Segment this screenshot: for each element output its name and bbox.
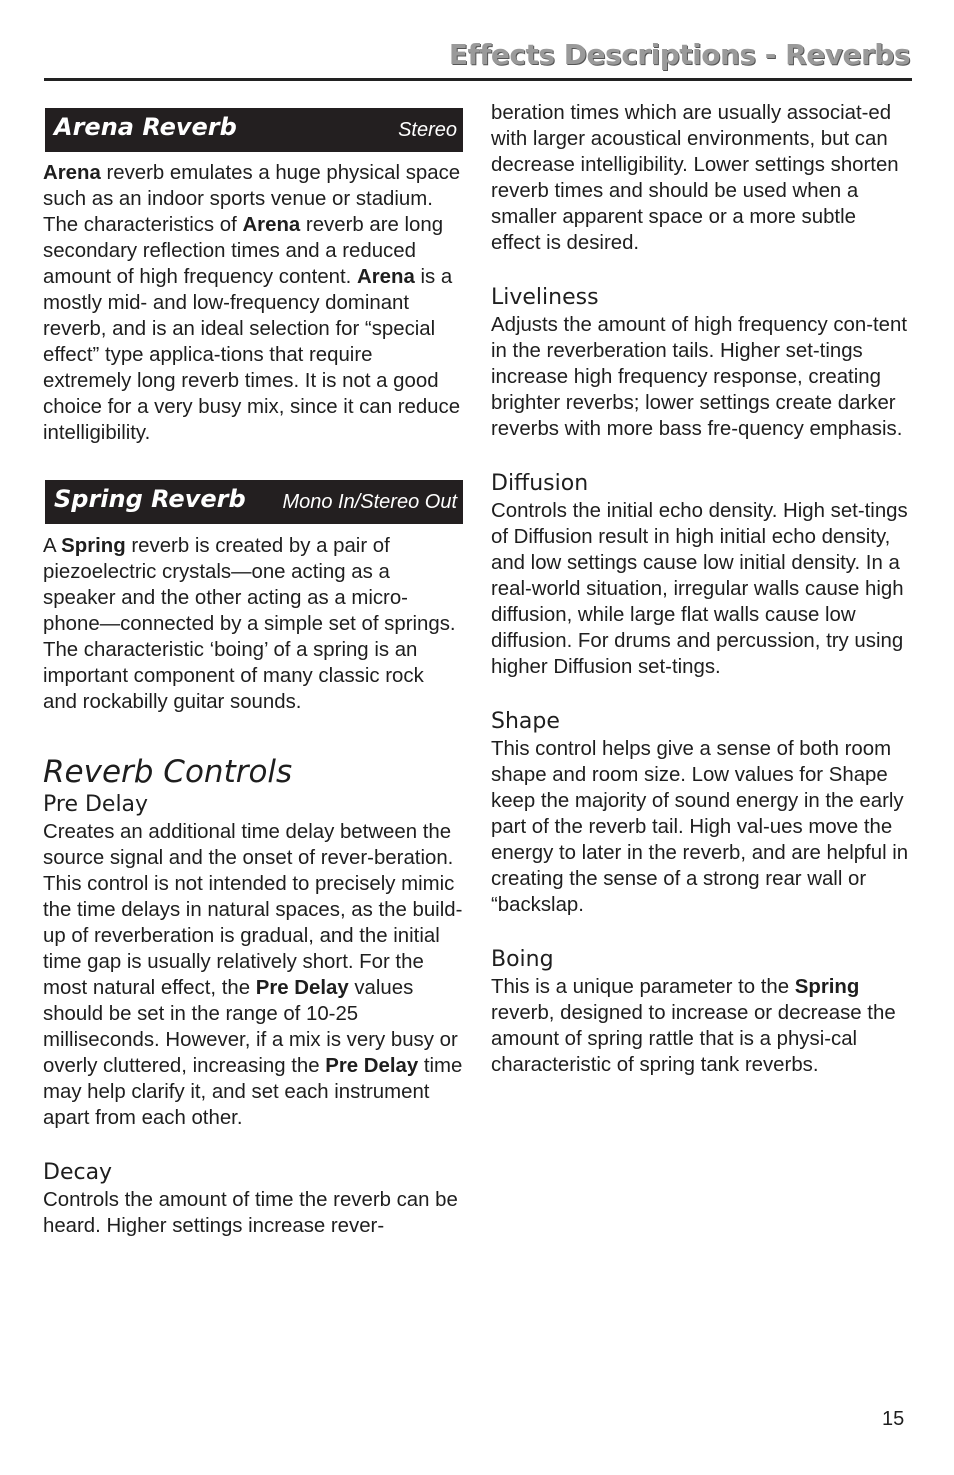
text-run: time may help clarify it, and set each instrument apart from each other. <box>43 1055 463 1129</box>
decay-description-part1: Controls the amount of time the reverb can be heard. Higher settings increase rever- <box>43 1189 458 1237</box>
liveliness-title: Liveliness <box>491 285 599 310</box>
decay-description-part2: beration times which are usually associat-ed with larger acoustical environments, but can decrease intelligibility. Lower settings shorten reverb times and should be used when a smaller apparent space or a more subtle effect is desired. <box>491 102 899 254</box>
diffusion-description: Controls the initial echo density. High set-tings of Diffusion result in high initial echo density, and low settings cause low initial density. In a real-world situation, irregular walls cause high diffusion, while large flat walls cause low diffusion. For drums and percussion, try using higher Diffusion set-tings. <box>491 500 908 678</box>
boing-description <box>491 974 911 1078</box>
text-run: values should be set in the range of 10-25 milliseconds. However, if a mix is very busy or overly cluttered, increasing the <box>43 977 458 1077</box>
page-number: 15 <box>882 1408 905 1430</box>
text-run: Creates an additional time delay between the source signal and the onset of rever-beration. This control is not intended to precisely mimic the time delays in natural spaces, as the build-up of reverberation is gradual, and the initial time gap is usually relatively short. For the most natural effect, the <box>43 821 463 999</box>
page-header <box>44 30 912 81</box>
spring-reverb-header <box>45 480 463 524</box>
arena-reverb-description <box>43 160 463 446</box>
left-column <box>43 100 463 1239</box>
text-run: This is a unique parameter to the <box>491 976 795 998</box>
bold-term: Spring <box>794 976 860 998</box>
page-title: Effects Descriptions - Reverbs <box>448 38 910 71</box>
text-run: A <box>43 535 62 557</box>
decay-title: Decay <box>43 1160 113 1185</box>
shape-description: This control helps give a sense of both room shape and room size. Low values for Shape keep the majority of sound energy in the early part of the reverb tail. High val-ues move the energy to later in the reverb, and are helpful in creating the sense of a strong rear wall or “backslap. <box>491 738 909 916</box>
spring-reverb-type: Mono In/Stereo Out <box>282 491 457 513</box>
bold-term: Spring <box>61 535 126 557</box>
bold-term: Arena <box>43 162 101 184</box>
shape-title: Shape <box>491 709 560 734</box>
text-run: reverb are long secondary reflection times and a reduced amount of high frequency content. <box>43 214 444 288</box>
bold-term: Pre Delay <box>255 977 349 999</box>
spring-reverb-description <box>43 533 463 715</box>
text-run: is a mostly mid- and low-frequency dominant reverb, and is an ideal selection for “special effect” type applica-tions that require extremely long reverb times. It is not a good choice for a very busy mix, since it can reduce intelligibility. <box>43 266 461 444</box>
arena-reverb-type: Stereo <box>398 119 457 141</box>
bold-term: Arena <box>242 214 301 236</box>
spring-reverb-title: Spring Reverb <box>54 485 246 513</box>
right-column <box>491 100 911 1078</box>
liveliness-description: Adjusts the amount of high frequency con-tent in the reverberation tails. Higher set-tings increase high frequency response, creating brighter reverbs; lower settings create darker reverbs with more bass fre-quency emphasis. <box>491 314 907 440</box>
pre-delay-description <box>43 819 463 1131</box>
reverb-controls-heading: Reverb Controls <box>43 754 293 790</box>
arena-reverb-title: Arena Reverb <box>54 113 237 141</box>
bold-term: Pre Delay <box>325 1055 419 1077</box>
arena-reverb-header <box>45 108 463 152</box>
text-run: reverb is created by a pair of piezoelectric crystals—one acting as a speaker and the other acting as a micro-phone—connected by a simple set of springs. The characteristic ‘boing’ of a spring is an important component of many classic rock and rockabilly guitar sounds. <box>43 535 456 713</box>
bold-term: Arena <box>357 266 415 288</box>
text-run: reverb emulates a huge physical space such as an indoor sports venue or stadium. The characteristics of <box>43 162 461 236</box>
text-run: reverb, designed to increase or decrease the amount of spring rattle that is a physi-cal characteristic of spring tank reverbs. <box>491 1002 896 1076</box>
pre-delay-title: Pre Delay <box>43 792 149 817</box>
diffusion-title: Diffusion <box>491 471 589 496</box>
boing-title: Boing <box>491 947 554 972</box>
